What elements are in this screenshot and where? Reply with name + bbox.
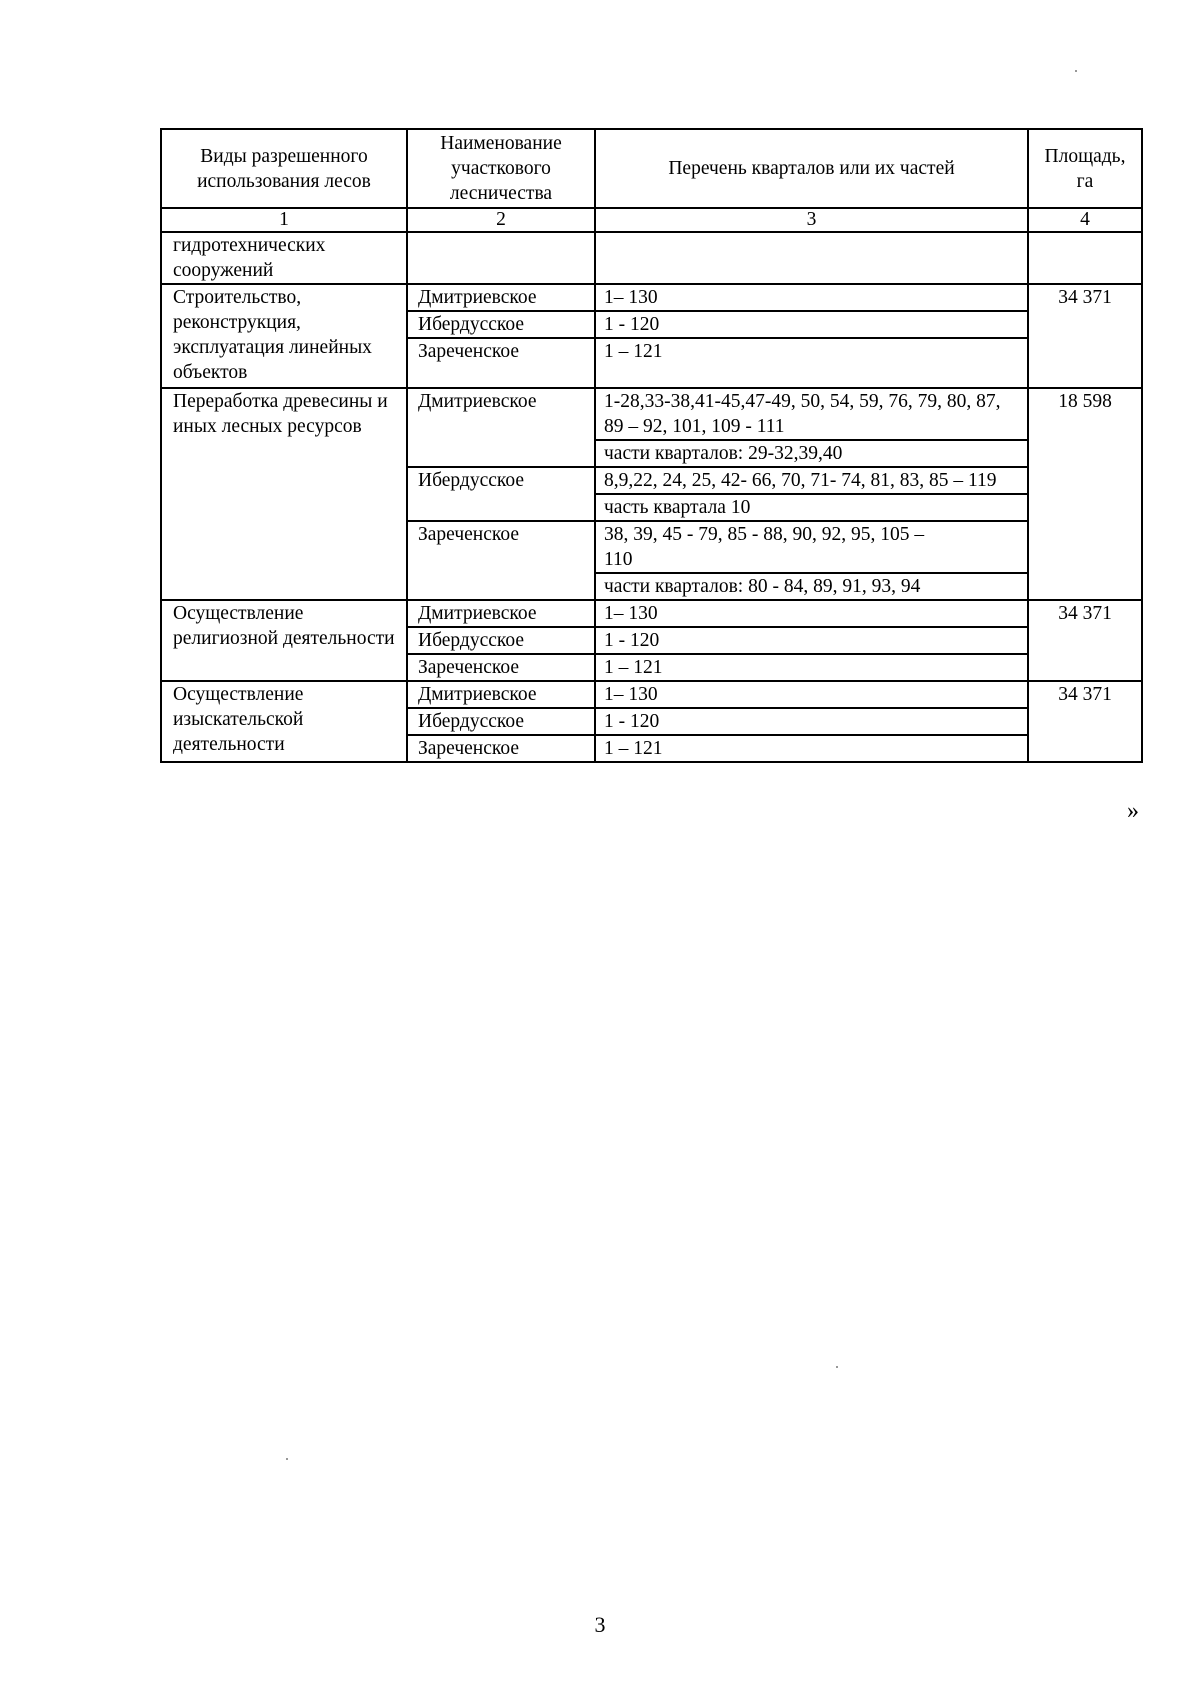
- quarters-cell: 1 - 120: [595, 627, 1028, 654]
- forestry-cell: Ибердусское: [407, 311, 595, 338]
- header-area: Площадь, га: [1028, 129, 1142, 208]
- quarters-cell: 38, 39, 45 - 79, 85 - 88, 90, 92, 95, 105 – 110: [595, 521, 1028, 573]
- page-number: 3: [594, 1612, 606, 1637]
- area-cell: [1028, 232, 1142, 284]
- quarters-cell: 8,9,22, 24, 25, 42- 66, 70, 71- 74, 81, 83, 85 – 119: [595, 467, 1028, 494]
- quarters-cell: 1 – 121: [595, 654, 1028, 681]
- use-type-cell: Переработка древесины и иных лесных ресурсов: [161, 388, 407, 600]
- forestry-cell: Зареченское: [407, 654, 595, 681]
- quarters-cell: [595, 232, 1028, 284]
- quarters-cell: 1– 130: [595, 284, 1028, 311]
- area-cell: 34 371: [1028, 284, 1142, 388]
- table-row: [161, 600, 1142, 627]
- use-type-cell: Осуществление религиозной деятельности: [161, 600, 407, 681]
- table-row: [161, 232, 1142, 284]
- forestry-cell: [407, 232, 595, 284]
- column-number: 4: [1028, 208, 1142, 232]
- scan-speck: [286, 1458, 288, 1460]
- quarter-parts-cell: части кварталов: 80 - 84, 89, 91, 93, 94: [595, 573, 1028, 600]
- column-number: 3: [595, 208, 1028, 232]
- header-use-type: Виды разрешенного использования лесов: [161, 129, 407, 208]
- header-quarters: Перечень кварталов или их частей: [595, 129, 1028, 208]
- use-type-cell: Осуществление изыскательской деятельности: [161, 681, 407, 762]
- forestry-cell: Зареченское: [407, 338, 595, 388]
- forestry-cell: Дмитриевское: [407, 284, 595, 311]
- forestry-cell: Зареченское: [407, 521, 595, 600]
- quarters-cell: 1 – 121: [595, 735, 1028, 762]
- use-type-cell: гидротехнических сооружений: [161, 232, 407, 284]
- table-row: [161, 388, 1142, 440]
- quarters-cell: 1-28,33-38,41-45,47-49, 50, 54, 59, 76, 79, 80, 87, 89 – 92, 101, 109 - 111: [595, 388, 1028, 440]
- column-number: 1: [161, 208, 407, 232]
- area-cell: 18 598: [1028, 388, 1142, 600]
- area-cell: 34 371: [1028, 681, 1142, 762]
- table-header-row: [161, 129, 1142, 208]
- header-forestry: Наименование участкового лесничества: [407, 129, 595, 208]
- area-cell: 34 371: [1028, 600, 1142, 681]
- scan-speck: [836, 1366, 838, 1368]
- forestry-cell: Ибердусское: [407, 627, 595, 654]
- forestry-cell: Дмитриевское: [407, 681, 595, 708]
- column-numbers-row: [161, 208, 1142, 232]
- forestry-cell: Ибердусское: [407, 708, 595, 735]
- closing-quote-mark: »: [1127, 798, 1139, 824]
- quarters-cell: 1– 130: [595, 600, 1028, 627]
- forestry-cell: Зареченское: [407, 735, 595, 762]
- column-number: 2: [407, 208, 595, 232]
- forestry-cell: Ибердусское: [407, 467, 595, 521]
- quarter-parts-cell: часть квартала 10: [595, 494, 1028, 521]
- quarters-cell: 1– 130: [595, 681, 1028, 708]
- quarters-cell: 1 - 120: [595, 311, 1028, 338]
- use-type-cell: Строительство, реконструкция, эксплуатация линейных объектов: [161, 284, 407, 388]
- forestry-cell: Дмитриевское: [407, 388, 595, 467]
- scan-speck: [1075, 70, 1077, 72]
- table-row: [161, 284, 1142, 311]
- forestry-cell: Дмитриевское: [407, 600, 595, 627]
- table-row: [161, 681, 1142, 708]
- quarter-parts-cell: части кварталов: 29-32,39,40: [595, 440, 1028, 467]
- quarters-cell: 1 - 120: [595, 708, 1028, 735]
- forest-use-table: [160, 128, 1143, 763]
- quarters-cell: 1 – 121: [595, 338, 1028, 388]
